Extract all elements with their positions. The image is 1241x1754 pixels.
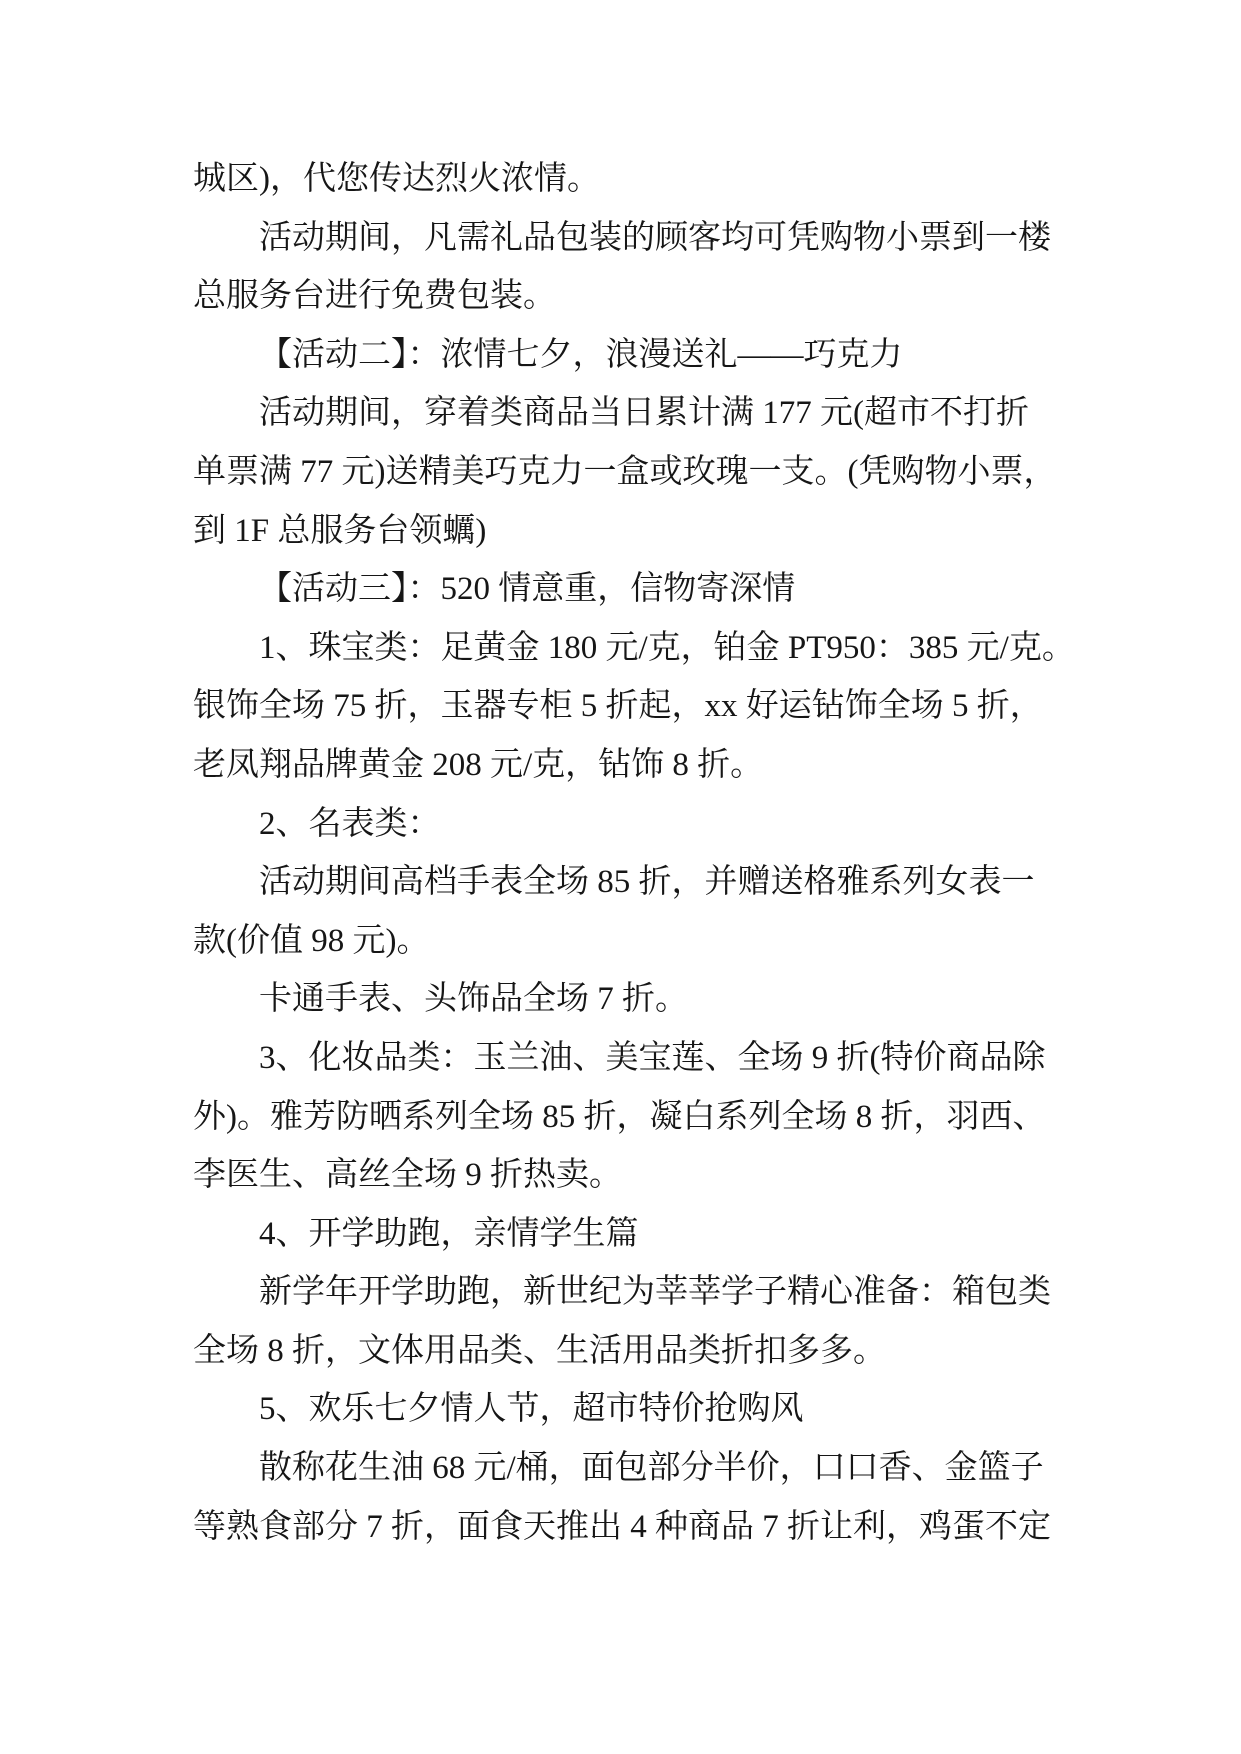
paragraph-line: 到 1F 总服务台领蠣) [193,512,487,549]
paragraph-line: 活动期间，穿着类商品当日累计满 177 元(超市不打折 [259,395,1029,432]
paragraph-line: 款(价值 98 元)。 [193,922,430,959]
paragraph-back-to-school [193,1263,1093,1380]
paragraph-continuation [193,150,1093,209]
paragraph-line: 3、化妆品类：玉兰油、美宝莲、全场 9 折(特价商品除 [259,1039,1046,1076]
paragraph-line: 活动期间，凡需礼品包装的顾客均可凭购物小票到一楼 [259,219,1051,256]
paragraph-line: 外)。雅芳防晒系列全场 85 折，凝白系列全场 8 折，羽西、 [193,1098,1046,1135]
subheading-back-to-school [193,1205,1093,1264]
paragraph-jewelry [193,619,1093,795]
paragraph-cartoon-watches [193,970,1093,1029]
paragraph-gift-wrapping [193,209,1093,326]
paragraph-line: 李医生、高丝全场 9 折热卖。 [193,1157,622,1194]
paragraph-line: 1、珠宝类：足黄金 180 元/克，铂金 PT950：385 元/克。 [259,629,1075,666]
subheading: 5、欢乐七夕情人节，超市特价抢购风 [259,1391,804,1428]
paragraph-line: 单票满 77 元)送精美巧克力一盒或玫瑰一支。(凭购物小票， [193,453,1057,490]
paragraph-line: 银饰全场 75 折，玉器专柜 5 折起，xx 好运钻饰全场 5 折， [193,688,1043,725]
paragraph-line: 新学年开学助跑，新世纪为莘莘学子精心准备：箱包类 [259,1274,1051,1311]
paragraph-chocolate-offer [193,384,1093,560]
section-heading: 【活动二】：浓情七夕，浪漫送礼——巧克力 [259,336,903,373]
paragraph-line: 总服务台进行免费包装。 [193,278,556,315]
subheading-watches [193,795,1093,854]
paragraph-line: 活动期间高档手表全场 85 折，并赠送格雅系列女表一 [259,864,1035,901]
paragraph-line: 老凤翔品牌黄金 208 元/克，钻饰 8 折。 [193,746,764,783]
subheading-supermarket [193,1380,1093,1439]
subheading: 2、名表类： [259,805,441,842]
paragraph-line: 散称花生油 68 元/桶，面包部分半价，口口香、金篮子 [259,1450,1044,1487]
section-heading: 【活动三】：520 情意重，信物寄深情 [259,571,796,608]
paragraph-line: 卡通手表、头饰品全场 7 折。 [259,981,688,1018]
subheading: 4、开学助跑，亲情学生篇 [259,1215,639,1252]
paragraph-line: 等熟食部分 7 折，面食天推出 4 种商品 7 折让利，鸡蛋不定 [193,1508,1051,1545]
paragraph-supermarket [193,1439,1093,1556]
document-body [193,150,1093,1556]
paragraph-watches [193,853,1093,970]
paragraph-line: 全场 8 折，文体用品类、生活用品类折扣多多。 [193,1332,886,1369]
paragraph-line: 城区)，代您传达烈火浓情。 [193,161,600,197]
paragraph-cosmetics [193,1029,1093,1205]
section-heading-activity-3 [193,560,1093,619]
section-heading-activity-2 [193,326,1093,385]
